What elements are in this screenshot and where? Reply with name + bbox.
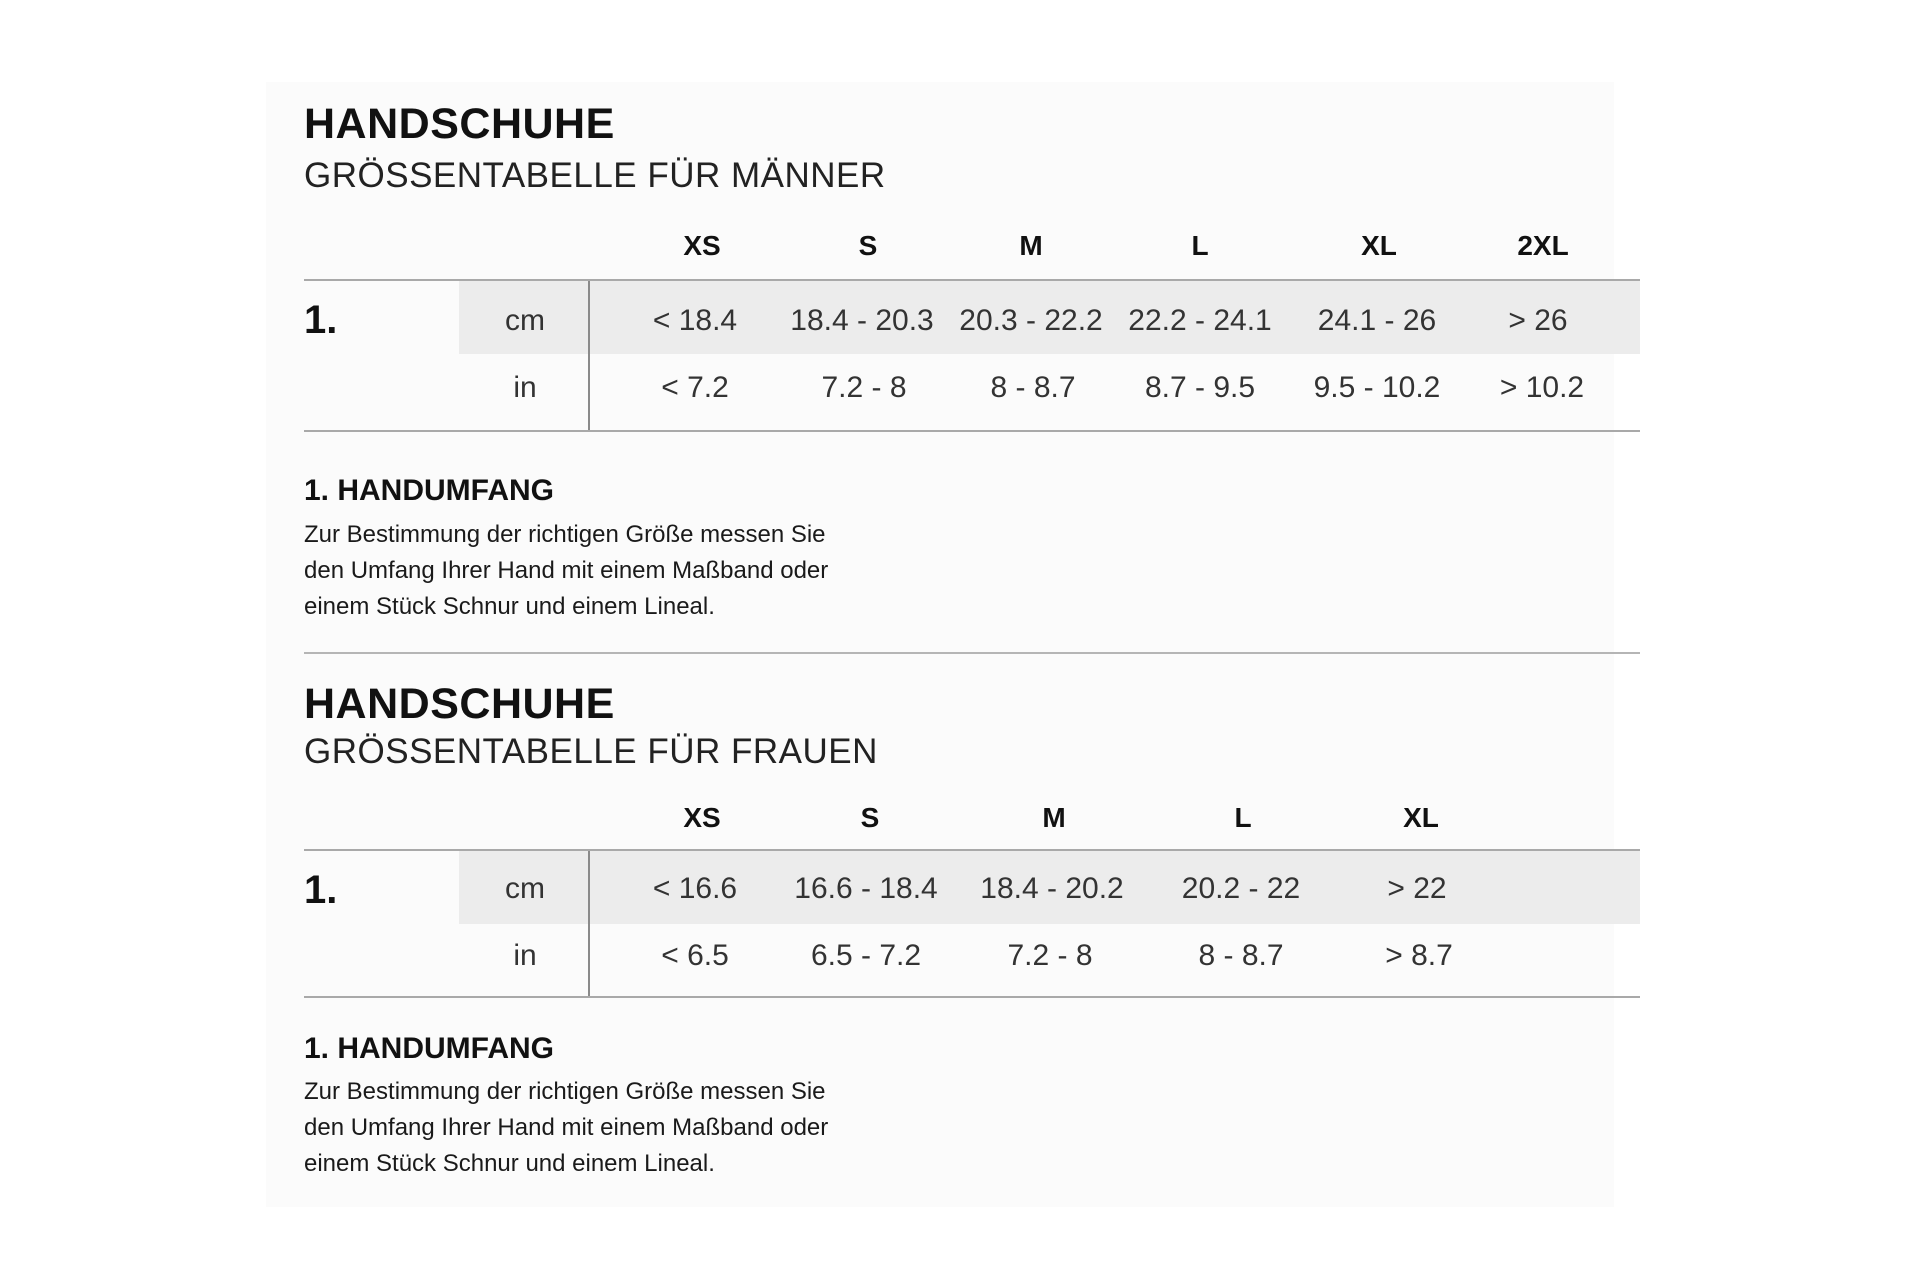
men-measure-line-1: Zur Bestimmung der richtigen Größe messen Sie <box>304 521 826 548</box>
men-size-xs: XS <box>683 230 721 261</box>
men-in-l: 8.7 - 9.5 <box>1144 371 1256 404</box>
men-size-2xl: 2XL <box>1517 230 1569 261</box>
men-in-2xl: > 10.2 <box>1499 371 1585 404</box>
women-in-m: 7.2 - 8 <box>1007 939 1093 972</box>
men-measure-description <box>304 517 924 625</box>
men-size-s: S <box>858 230 878 261</box>
women-in-xl: > 8.7 <box>1385 939 1453 972</box>
women-table-vertical-rule <box>588 851 590 997</box>
men-unit-cm: cm <box>505 304 545 337</box>
men-title: HANDSCHUHE <box>304 100 615 148</box>
women-size-m: M <box>1042 802 1066 833</box>
men-measure-line-2: den Umfang Ihrer Hand mit einem Maßband oder <box>304 557 829 584</box>
women-unit-in: in <box>513 939 537 972</box>
men-in-m: 8 - 8.7 <box>990 371 1076 404</box>
women-in-l: 8 - 8.7 <box>1198 939 1284 972</box>
men-measure-title: 1. HANDUMFANG <box>304 474 555 507</box>
men-cm-xs: < 18.4 <box>652 304 738 337</box>
women-cm-l: 20.2 - 22 <box>1181 872 1301 905</box>
men-table-bottom-rule <box>304 430 1640 432</box>
women-size-s: S <box>860 802 880 833</box>
men-measure-line-3: einem Stück Schnur und einem Lineal. <box>304 593 715 620</box>
women-row-number: 1. <box>304 868 338 912</box>
women-cm-s: 16.6 - 18.4 <box>794 872 938 905</box>
men-table-vertical-rule <box>588 281 590 431</box>
women-in-s: 6.5 - 7.2 <box>810 939 922 972</box>
women-in-xs: < 6.5 <box>661 939 729 972</box>
men-cm-s: 18.4 - 20.3 <box>790 304 934 337</box>
section-divider <box>304 652 1640 654</box>
women-measure-line-2: den Umfang Ihrer Hand mit einem Maßband oder <box>304 1114 829 1141</box>
men-size-m: M <box>1019 230 1043 261</box>
men-subtitle: GRÖSSENTABELLE FÜR MÄNNER <box>304 156 886 195</box>
men-cm-l: 22.2 - 24.1 <box>1128 304 1272 337</box>
men-cm-xl: 24.1 - 26 <box>1317 304 1437 337</box>
women-measure-title: 1. HANDUMFANG <box>304 1032 555 1065</box>
women-size-xl: XL <box>1403 802 1439 833</box>
women-cm-xs: < 16.6 <box>652 872 738 905</box>
women-subtitle: GRÖSSENTABELLE FÜR FRAUEN <box>304 732 878 771</box>
women-size-l: L <box>1234 802 1252 833</box>
women-unit-cm: cm <box>505 872 545 905</box>
men-cm-2xl: > 26 <box>1508 304 1568 337</box>
men-size-xl: XL <box>1361 230 1397 261</box>
men-in-xs: < 7.2 <box>661 371 729 404</box>
women-table-bottom-rule <box>304 996 1640 998</box>
women-measure-line-3: einem Stück Schnur und einem Lineal. <box>304 1150 715 1177</box>
women-title: HANDSCHUHE <box>304 680 615 728</box>
men-in-s: 7.2 - 8 <box>821 371 907 404</box>
women-measure-line-1: Zur Bestimmung der richtigen Größe messen Sie <box>304 1078 826 1105</box>
women-size-xs: XS <box>683 802 721 833</box>
men-row-number: 1. <box>304 298 338 342</box>
men-cm-m: 20.3 - 22.2 <box>959 304 1103 337</box>
men-unit-in: in <box>513 371 537 404</box>
women-cm-xl: > 22 <box>1387 872 1447 905</box>
women-measure-description <box>304 1074 924 1182</box>
men-size-l: L <box>1191 230 1209 261</box>
men-in-xl: 9.5 - 10.2 <box>1313 371 1441 404</box>
women-cm-m: 18.4 - 20.2 <box>980 872 1124 905</box>
